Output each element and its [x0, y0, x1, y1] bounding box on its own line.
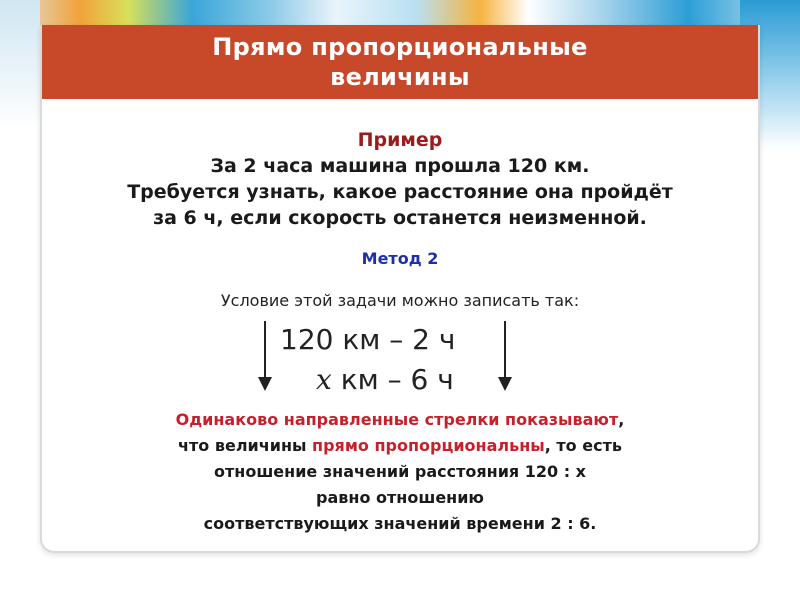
conclusion-line-2: [42, 433, 758, 459]
right-down-arrow-icon: [494, 321, 516, 393]
decorative-background-left: [0, 0, 40, 130]
example-line-2: Требуется узнать, какое расстояние она пройдёт: [127, 181, 673, 203]
conclusion-line-2-start: что величины: [178, 436, 313, 455]
conclusion-line-2-end: , то есть: [544, 436, 622, 455]
equation-row-2: [316, 363, 454, 396]
example-line-3: за 6 ч, если скорость останется неизменной.: [153, 207, 647, 229]
conclusion-line-5: соответствующих значений времени 2 : 6.: [203, 514, 597, 533]
conclusion-highlight-2: прямо пропорциональны: [312, 436, 545, 455]
slide-card: [40, 25, 760, 553]
title-bar: [42, 25, 758, 99]
equation-row-2-rest: км – 6 ч: [331, 363, 454, 396]
slide-title-line-2: величины: [330, 63, 470, 91]
slide-title-line-1: Прямо пропорциональные: [212, 33, 588, 61]
conclusion-line-4: равно отношению: [316, 488, 484, 507]
conclusion-line-1: [42, 407, 758, 433]
condition-text: Условие этой задачи можно записать так:: [220, 291, 580, 310]
method-label: Метод 2: [361, 249, 439, 268]
equation-row-1: 120 км – 2 ч: [280, 323, 456, 356]
conclusion-block: [42, 407, 758, 537]
equation-variable: x: [316, 363, 332, 396]
example-heading: Пример: [357, 129, 443, 151]
conclusion-line-3: отношение значений расстояния 120 : x: [214, 462, 586, 481]
example-line-1: За 2 часа машина прошла 120 км.: [210, 155, 590, 177]
conclusion-highlight-1: Одинаково направленные стрелки показывают: [175, 410, 619, 429]
left-down-arrow-icon: [254, 321, 276, 393]
conclusion-line-1-tail: ,: [618, 410, 625, 429]
